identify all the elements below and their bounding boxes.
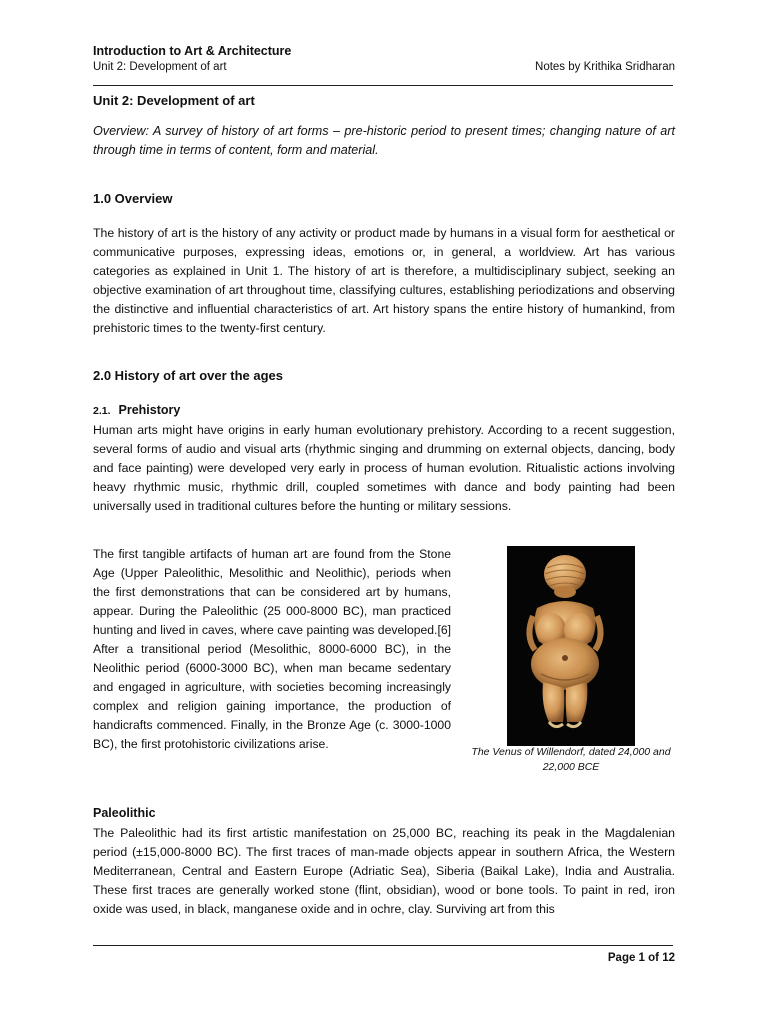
- document-page: [93, 0, 675, 1024]
- subsection-number: 2.1.: [93, 405, 111, 417]
- footer-divider: [93, 945, 673, 946]
- prehistory-paragraph-1: Human arts might have origins in early human evolutionary prehistory. According to a recent suggestion, several forms of audio and visual arts (rhythmic singing and drumming on external objects, dancing, body and face painting) were developed very early in process of human evolution. Ritualistic actions involving heavy rhythmic music, rhythmic drill, coupled sometimes with dance and body painting had been universally used in traditional cultures before the hunting or military sessions.: [93, 423, 675, 513]
- venus-figurine-illustration: [507, 546, 635, 746]
- figure-caption: The Venus of Willendorf, dated 24,000 and 22,000 BCE: [471, 746, 671, 773]
- subsection-heading-paleolithic: Paleolithic: [93, 806, 156, 820]
- section-heading-history: 2.0 History of art over the ages: [93, 368, 284, 383]
- overview-paragraph: The history of art is the history of any activity or product made by humans in a visual form for aesthetical or communicative purposes, expressing ideas, emotions or, in general, a worldview. Art has various categories as explained in Unit 1. The history of art is therefore, a multidisciplinary subject, seeking an objective examination of art throughout time, classifying cultures, establishing periodizations and observing the distinctive and influential characteristics of art. Art history spans the entire history of humankind, from prehistoric times to the twenty-first century.: [93, 226, 675, 335]
- prehistory-paragraph-2: The first tangible artifacts of human art are found from the Stone Age (Upper Paleolithic, Mesolithic and Neolithic), periods when the first demonstrations that can be considered art by humans, appear. During the Paleolithic (25 000-8000 BC), man practiced hunting and lived in caves, where cave painting was developed.[6] After a transitional period (Mesolithic, 8000-6000 BC), in the Neolithic period (6000-3000 BC), when man became sedentary and engaged in agriculture, with societies becoming increasingly complex and religion gaining importance, the production of handicrafts commenced. Finally, in the Bronze Age (c. 3000-1000 BC), the first protohistoric civilizations arise.: [93, 547, 451, 751]
- subsection-heading-prehistory: [93, 403, 180, 417]
- unit-label: Unit 2: Development of art: [93, 61, 227, 73]
- page-number: Page 1 of 12: [607, 952, 675, 964]
- course-title: Introduction to Art & Architecture: [93, 44, 292, 58]
- overview-text: Overview: A survey of history of art forms – pre-historic period to present times; changing nature of art through time in terms of content, form and material.: [93, 124, 675, 157]
- subsection-title: Prehistory: [118, 403, 181, 417]
- header-divider: [93, 85, 673, 86]
- paleolithic-paragraph: The Paleolithic had its first artistic manifestation on 25,000 BC, reaching its peak in the Magdalenian period (±15,000-8000 BC). The first traces of man-made objects appear in southern Africa, the Western Mediterranean, Central and Eastern Europe (Adriatic Sea), Siberia (Baikal Lake), India and Australia. These first traces are generally worked stone (flint, obsidian), wood or bone tools. To paint in red, iron oxide was used, in black, manganese oxide and in ochre, clay. Surviving art from this: [93, 826, 675, 916]
- unit-title: Unit 2: Development of art: [93, 93, 255, 108]
- section-heading-overview: 1.0 Overview: [93, 191, 173, 206]
- author-note: Notes by Krithika Sridharan: [535, 61, 675, 73]
- venus-of-willendorf-image: [507, 546, 635, 746]
